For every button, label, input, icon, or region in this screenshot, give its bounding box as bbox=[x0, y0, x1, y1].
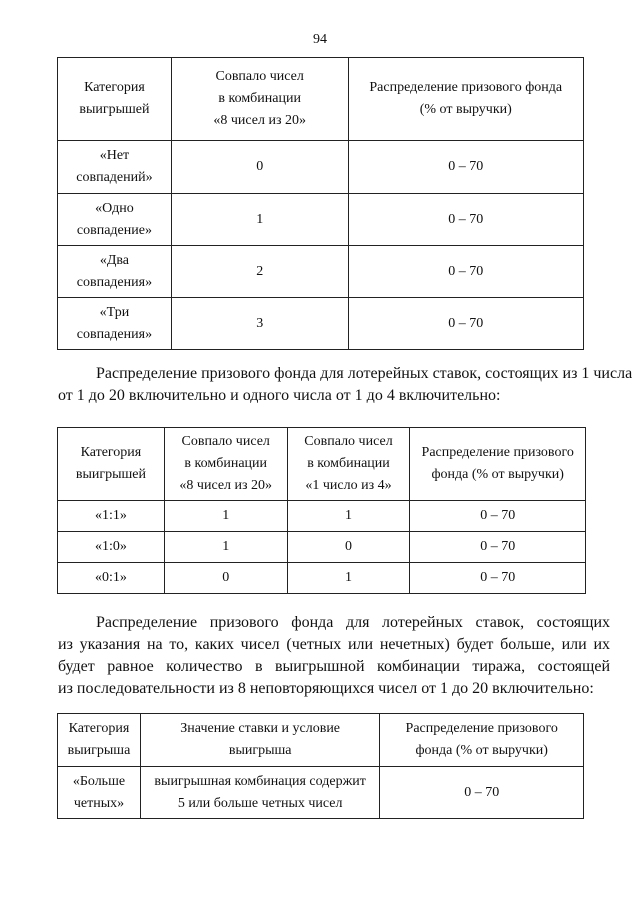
table-row bbox=[58, 563, 586, 594]
header-cell: Категория выигрыша bbox=[58, 714, 141, 767]
header-cell: Совпало чисел в комбинации «1 число из 4» bbox=[287, 428, 410, 501]
paragraph-line: Распределение призового фонда для лотерейных ставок, состоящих из 1 числа bbox=[96, 365, 633, 382]
header-cell: Распределение призового фонда (% от выручки) bbox=[380, 714, 584, 767]
paragraph-line: от 1 до 20 включительно и одного числа от 1 до 4 включительно: bbox=[58, 387, 501, 404]
table-header-row bbox=[58, 428, 586, 501]
header-cell: Совпало чисел в комбинации «8 чисел из 20» bbox=[164, 428, 287, 501]
header-cell: Значение ставки и условие выигрыша bbox=[140, 714, 379, 767]
table-cell: 0 bbox=[164, 563, 287, 594]
table-row bbox=[58, 194, 584, 246]
table-row bbox=[58, 246, 584, 298]
table-cell: 0 – 70 bbox=[348, 298, 584, 350]
header-cell: Категория выигрышей bbox=[58, 58, 172, 141]
table-cell: 1 bbox=[287, 501, 410, 532]
table-cell: «Одно совпадение» bbox=[58, 194, 172, 246]
table-row bbox=[58, 501, 586, 532]
paragraph-prize-distribution-even-odd bbox=[58, 612, 610, 700]
header-cell: Распределение призового фонда (% от выручки) bbox=[348, 58, 584, 141]
header-cell: Категория выигрышей bbox=[58, 428, 165, 501]
paragraph-prize-distribution-1-of-4 bbox=[58, 363, 633, 407]
table-cell: 1 bbox=[287, 563, 410, 594]
header-cell: Совпало чисел в комбинации «8 чисел из 20» bbox=[171, 58, 348, 141]
table-cell: «1:1» bbox=[58, 501, 165, 532]
table-row bbox=[58, 298, 584, 350]
prize-table-1-of-4 bbox=[57, 427, 586, 594]
table-cell: 0 – 70 bbox=[410, 563, 586, 594]
table-cell: 0 – 70 bbox=[348, 141, 584, 194]
table-cell: 1 bbox=[164, 501, 287, 532]
table-cell: «Два совпадения» bbox=[58, 246, 172, 298]
paragraph-line: из последовательности из 8 неповторяющихся чисел от 1 до 20 включительно: bbox=[58, 680, 594, 697]
table-header-row bbox=[58, 58, 584, 141]
table-cell: 0 – 70 bbox=[380, 767, 584, 819]
paragraph-line: Распределение призового фонда для лотерейных ставок, состоящих bbox=[96, 614, 610, 631]
table-row bbox=[58, 532, 586, 563]
page-number: 94 bbox=[313, 32, 327, 47]
table-cell: «1:0» bbox=[58, 532, 165, 563]
header-cell: Распределение призового фонда (% от выручки) bbox=[410, 428, 586, 501]
table-cell: 0 bbox=[171, 141, 348, 194]
table-cell: 0 bbox=[287, 532, 410, 563]
paragraph-line: из указания на то, каких чисел (четных или нечетных) будет больше, или их bbox=[58, 636, 610, 653]
table-cell: выигрышная комбинация содержит 5 или больше четных чисел bbox=[140, 767, 379, 819]
prize-table-8-of-20 bbox=[57, 57, 584, 350]
table-cell: 0 – 70 bbox=[348, 194, 584, 246]
table-cell: 3 bbox=[171, 298, 348, 350]
table-header-row bbox=[58, 714, 584, 767]
table-cell: «Больше четных» bbox=[58, 767, 141, 819]
table-row bbox=[58, 141, 584, 194]
table-cell: «Нет совпадений» bbox=[58, 141, 172, 194]
table-cell: 0 – 70 bbox=[410, 532, 586, 563]
paragraph-line: будет равное количество в выигрышной комбинации тиража, состоящей bbox=[58, 658, 610, 675]
prize-table-even-odd bbox=[57, 713, 584, 819]
table-cell: 1 bbox=[164, 532, 287, 563]
table-cell: 0 – 70 bbox=[348, 246, 584, 298]
table-row bbox=[58, 767, 584, 819]
table-cell: «Три совпадения» bbox=[58, 298, 172, 350]
table-cell: 0 – 70 bbox=[410, 501, 586, 532]
table-cell: 1 bbox=[171, 194, 348, 246]
table-cell: «0:1» bbox=[58, 563, 165, 594]
table-cell: 2 bbox=[171, 246, 348, 298]
